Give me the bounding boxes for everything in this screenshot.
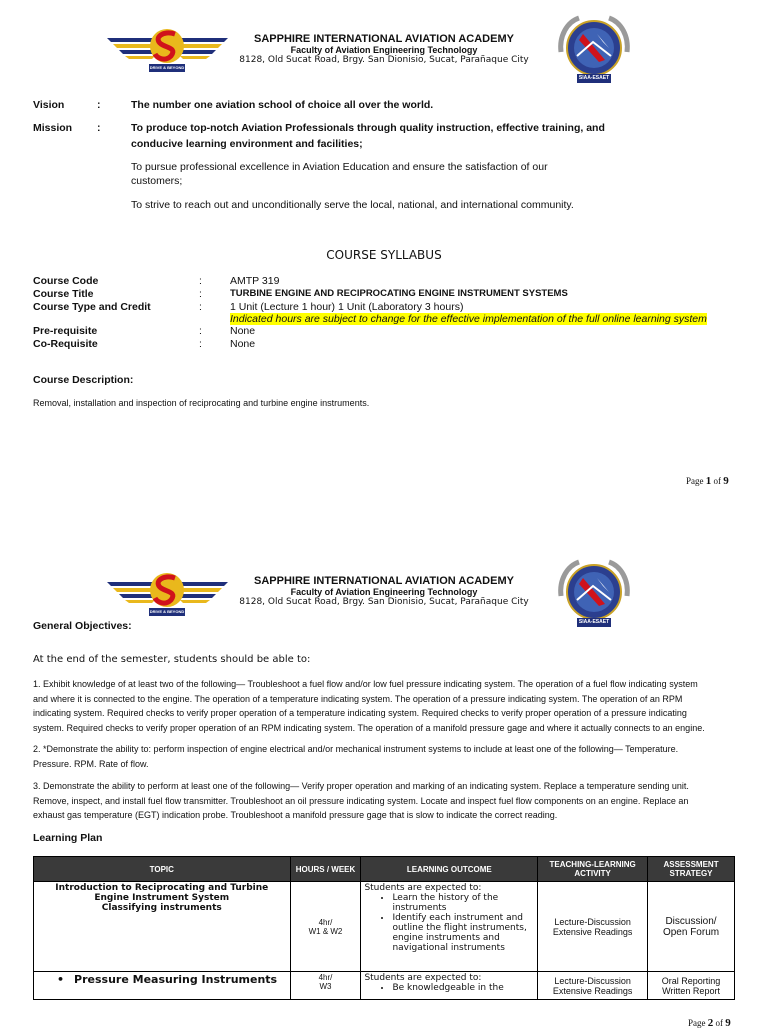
column-header-outcome: LEARNING OUTCOME [361, 857, 538, 882]
academy-seal [553, 12, 635, 88]
assessment-cell [648, 882, 735, 972]
topic-line: Engine Instrument System [94, 893, 230, 903]
list-item: • Learn the history of the instruments [392, 893, 534, 913]
outcome-cell [361, 882, 538, 972]
logo-ribbon-text: DRIVE & BEYOND [149, 65, 185, 70]
vision-colon: : [97, 99, 101, 111]
colon: : [199, 275, 202, 287]
list-item: • Be knowledgeable in the [392, 983, 534, 993]
column-header-hours: HOURS / WEEK [290, 857, 361, 882]
syllabus-heading: COURSE SYLLABUS [326, 248, 442, 262]
outcome-cell [361, 972, 538, 1000]
objective-1-line: system. Required checks to verify proper operation of an RPM indicating system. The operation of a manifold pressure gage and where it actually connects to an engine. [33, 722, 705, 733]
faculty-name: Faculty of Aviation Engineering Technology [290, 45, 478, 55]
coreq-value: None [230, 338, 256, 350]
course-code-value: AMTP 319 [230, 275, 280, 287]
hours-cell [290, 972, 361, 1000]
column-header-activity: TEACHING-LEARNING ACTIVITY [538, 857, 648, 882]
academy-logo [105, 568, 230, 620]
topic-line: Introduction to Reciprocating and Turbine [55, 883, 269, 893]
assessment-line: Open Forum [662, 926, 720, 938]
assessment-line: Written Report [662, 985, 720, 996]
school-name: SAPPHIRE INTERNATIONAL AVIATION ACADEMY [254, 575, 514, 587]
course-title-row [33, 288, 733, 301]
activity-line: Lecture-Discussion [554, 916, 631, 927]
page-of: of [713, 1018, 726, 1028]
topic-line: Pressure Measuring Instruments [74, 973, 278, 986]
outcome-intro: Students are expected to: [364, 973, 482, 983]
assessment-line: Discussion/ [665, 915, 717, 927]
colon: : [199, 338, 202, 350]
learning-plan-heading: Learning Plan [33, 832, 103, 844]
page-number-2 [688, 1017, 731, 1029]
topic-cell [34, 882, 291, 972]
page-current: 2 [707, 1017, 714, 1029]
description-text: Removal, installation and inspection of reciprocating and turbine engine instruments. [33, 398, 370, 408]
course-title-value: TURBINE ENGINE AND RECIPROCATING ENGINE INSTRUMENT SYSTEMS [230, 288, 568, 299]
hours-value: 4hr/ [318, 917, 333, 927]
prereq-label: Pre-requisite [33, 325, 98, 337]
logo-ribbon-text: DRIVE & BEYOND [149, 609, 185, 614]
course-title-label: Course Title [33, 288, 94, 300]
mission-colon: : [97, 122, 101, 134]
objective-2 [33, 742, 753, 771]
objective-3 [33, 779, 753, 823]
vision-label: Vision [33, 99, 65, 111]
course-type-label: Course Type and Credit [33, 301, 151, 313]
objective-1-line: indicating system. Required checks to verify proper operation of a temperature indicating system. Required checks to verify proper operation of a pressure indicating [33, 708, 687, 718]
objective-3-line: exhaust gas temperature (EGT) indication probe. Troubleshoot a manifold pressure gage that is slow to indicate the correct reading. [33, 810, 558, 820]
school-address: 8128, Old Sucat Road, Brgy. San Dionisio, Sucat, Parañaque City [239, 55, 529, 65]
activity-line: Extensive Readings [552, 926, 633, 937]
list-item: • Identify each instrument and outline the flight instruments, engine instruments and navigational instruments [392, 913, 534, 953]
academy-logo [105, 24, 230, 76]
colon: : [199, 288, 202, 300]
objective-1-line: 1. Exhibit knowledge of at least two of the following— Troubleshoot a fuel flow and/or low fuel pressure indicating system. The operation of a fuel flow indicating system [33, 679, 698, 689]
page-of: of [711, 476, 724, 486]
page-number-1 [686, 475, 729, 487]
column-header-topic: TOPIC [34, 857, 291, 882]
table-row [34, 882, 735, 972]
bullet-icon: • [57, 973, 65, 986]
page-current: 1 [705, 475, 712, 487]
activity-line: Extensive Readings [552, 985, 633, 996]
course-code-label: Course Code [33, 275, 99, 287]
colon: : [199, 325, 202, 337]
learning-plan-table [33, 856, 735, 1000]
mission-para2-line-1: To pursue professional excellence in Aviation Education and ensure the satisfaction of our [131, 161, 548, 173]
course-code-row [33, 275, 733, 288]
prereq-row [33, 325, 733, 338]
weeks-value: W1 & W2 [308, 926, 343, 936]
school-name: SAPPHIRE INTERNATIONAL AVIATION ACADEMY [254, 33, 514, 45]
coreq-row [33, 338, 733, 351]
page-prefix: Page [688, 1018, 708, 1028]
seal-text: SIAA-ESAET [578, 75, 610, 81]
outcome-list [364, 983, 534, 993]
assessment-cell [648, 972, 735, 1000]
colon: : [199, 301, 202, 313]
objective-2-line: 2. *Demonstrate the ability to: perform inspection of engine electrical and/or mechanical instrument systems to include at least one of the following— Temperature. [33, 744, 679, 754]
description-heading: Course Description: [33, 374, 134, 386]
activity-line: Lecture-Discussion [554, 975, 631, 986]
course-type-value: 1 Unit (Lecture 1 hour) 1 Unit (Laboratory 3 hours) [230, 301, 464, 313]
outcome-intro: Students are expected to: [364, 883, 482, 893]
objective-3-line: Remove, inspect, and install fuel flow transmitter. Troubleshoot an oil pressure indicating system. Locate and inspect fuel flow components on an engine. Replace an [33, 795, 689, 806]
hours-note-highlight: Indicated hours are subject to change for the effective implementation of the full online learning system [230, 313, 707, 325]
mission-para3: To strive to reach out and unconditionally serve the local, national, and international community. [131, 199, 574, 211]
page-total: 9 [723, 475, 729, 487]
page-total: 9 [725, 1017, 731, 1029]
objective-1-line: and where it is connected to the engine. The operation of a temperature indicating system. The operation of a pressure indicating system. The operation of an RPM [33, 693, 683, 704]
hours-value: 4hr/ [318, 973, 333, 982]
objective-2-line: Pressure. RPM. Rate of flow. [33, 758, 149, 769]
prereq-value: None [230, 325, 256, 337]
mission-para2-line-2: customers; [131, 175, 183, 187]
objective-3-line: 3. Demonstrate the ability to perform at least one of the following— Verify proper operation and marking of an indicating system. Replace a temperature sending unit. [33, 781, 689, 791]
outcome-list [364, 893, 534, 953]
school-address: 8128, Old Sucat Road, Brgy. San Dionisio, Sucat, Parañaque City [239, 597, 529, 607]
activity-cell [538, 972, 648, 1000]
objectives-intro: At the end of the semester, students should be able to: [33, 654, 311, 665]
vision-text: The number one aviation school of choice all over the world. [131, 99, 434, 111]
mission-line-1: To produce top-notch Aviation Professionals through quality instruction, effective training, and [131, 122, 605, 134]
mission-line-2: conducive learning environment and facilities; [131, 138, 363, 150]
objectives-heading: General Objectives: [33, 620, 132, 632]
column-header-assessment: ASSESSMENT STRATEGY [648, 857, 735, 882]
topic-line: Classifying instruments [101, 903, 222, 913]
hours-cell [290, 882, 361, 972]
page-prefix: Page [686, 476, 706, 486]
academy-seal [553, 556, 635, 632]
coreq-label: Co-Requisite [33, 338, 98, 350]
objective-1 [33, 677, 753, 735]
mission-label: Mission [33, 122, 73, 134]
topic-cell [34, 972, 291, 1000]
table-row [34, 972, 735, 1000]
weeks-value: W3 [319, 982, 332, 991]
assessment-line: Oral Reporting [661, 975, 721, 986]
table-header-row [34, 857, 735, 882]
faculty-name: Faculty of Aviation Engineering Technology [290, 587, 478, 597]
activity-cell [538, 882, 648, 972]
seal-text: SIAA-ESAET [578, 619, 610, 625]
